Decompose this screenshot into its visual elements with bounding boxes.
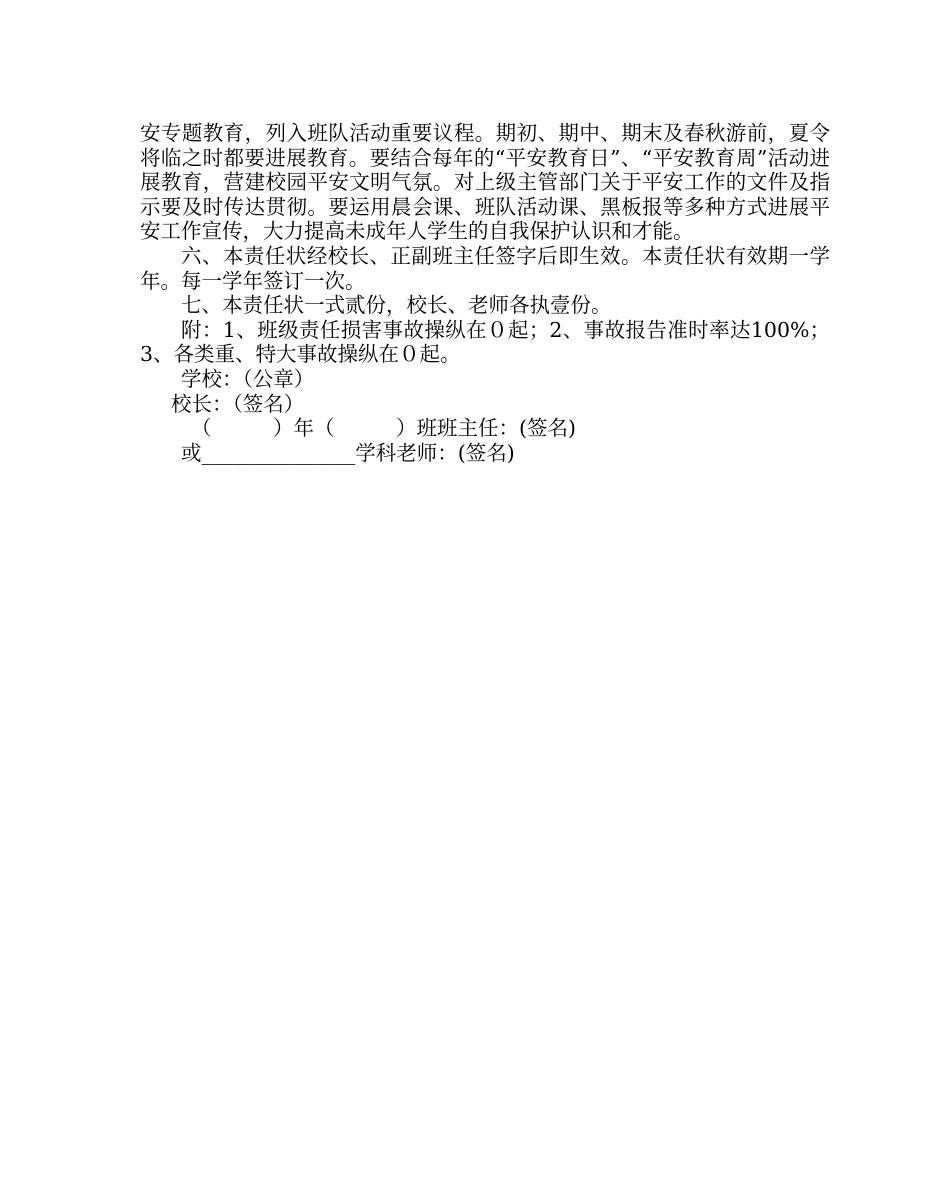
school-seal-line: 学校：（公章） [181,366,315,391]
appendix-paragraph: 附：1、班级责任损害事故操纵在０起；2、事故报告准时率达100%；3、各类重、特大事故操纵在０起。 [140,317,830,367]
principal-signature-line: 校长：（签名） [171,391,305,416]
document-body [140,121,830,465]
clause-seven-paragraph: 七、本责任状一式贰份，校长、老师各执壹份。 [181,293,612,318]
safety-education-paragraph: 安专题教育，列入班队活动重要议程。期初、期中、期末及春秋游前，夏令将临之时都要进展教育。要结合每年的“平安教育日”、“平安教育周”活动进展教育，营建校园平安文明气氛。对上级主管部门关于平安工作的文件及指示要及时传达贯彻。要运用晨会课、班队活动课、黑板报等多种方式进展平安工作宣传，大力提高未成年人学生的自我保护认识和才能。 [140,121,830,244]
subject-teacher-signature-line: 或_______________学科老师：(签名) [181,440,515,465]
class-teacher-signature-line: （ ）年（ ）班班主任：(签名) [191,416,576,441]
clause-six-paragraph: 六、本责任状经校长、正副班主任签字后即生效。本责任状有效期一学年。每一学年签订一次。 [140,243,830,293]
